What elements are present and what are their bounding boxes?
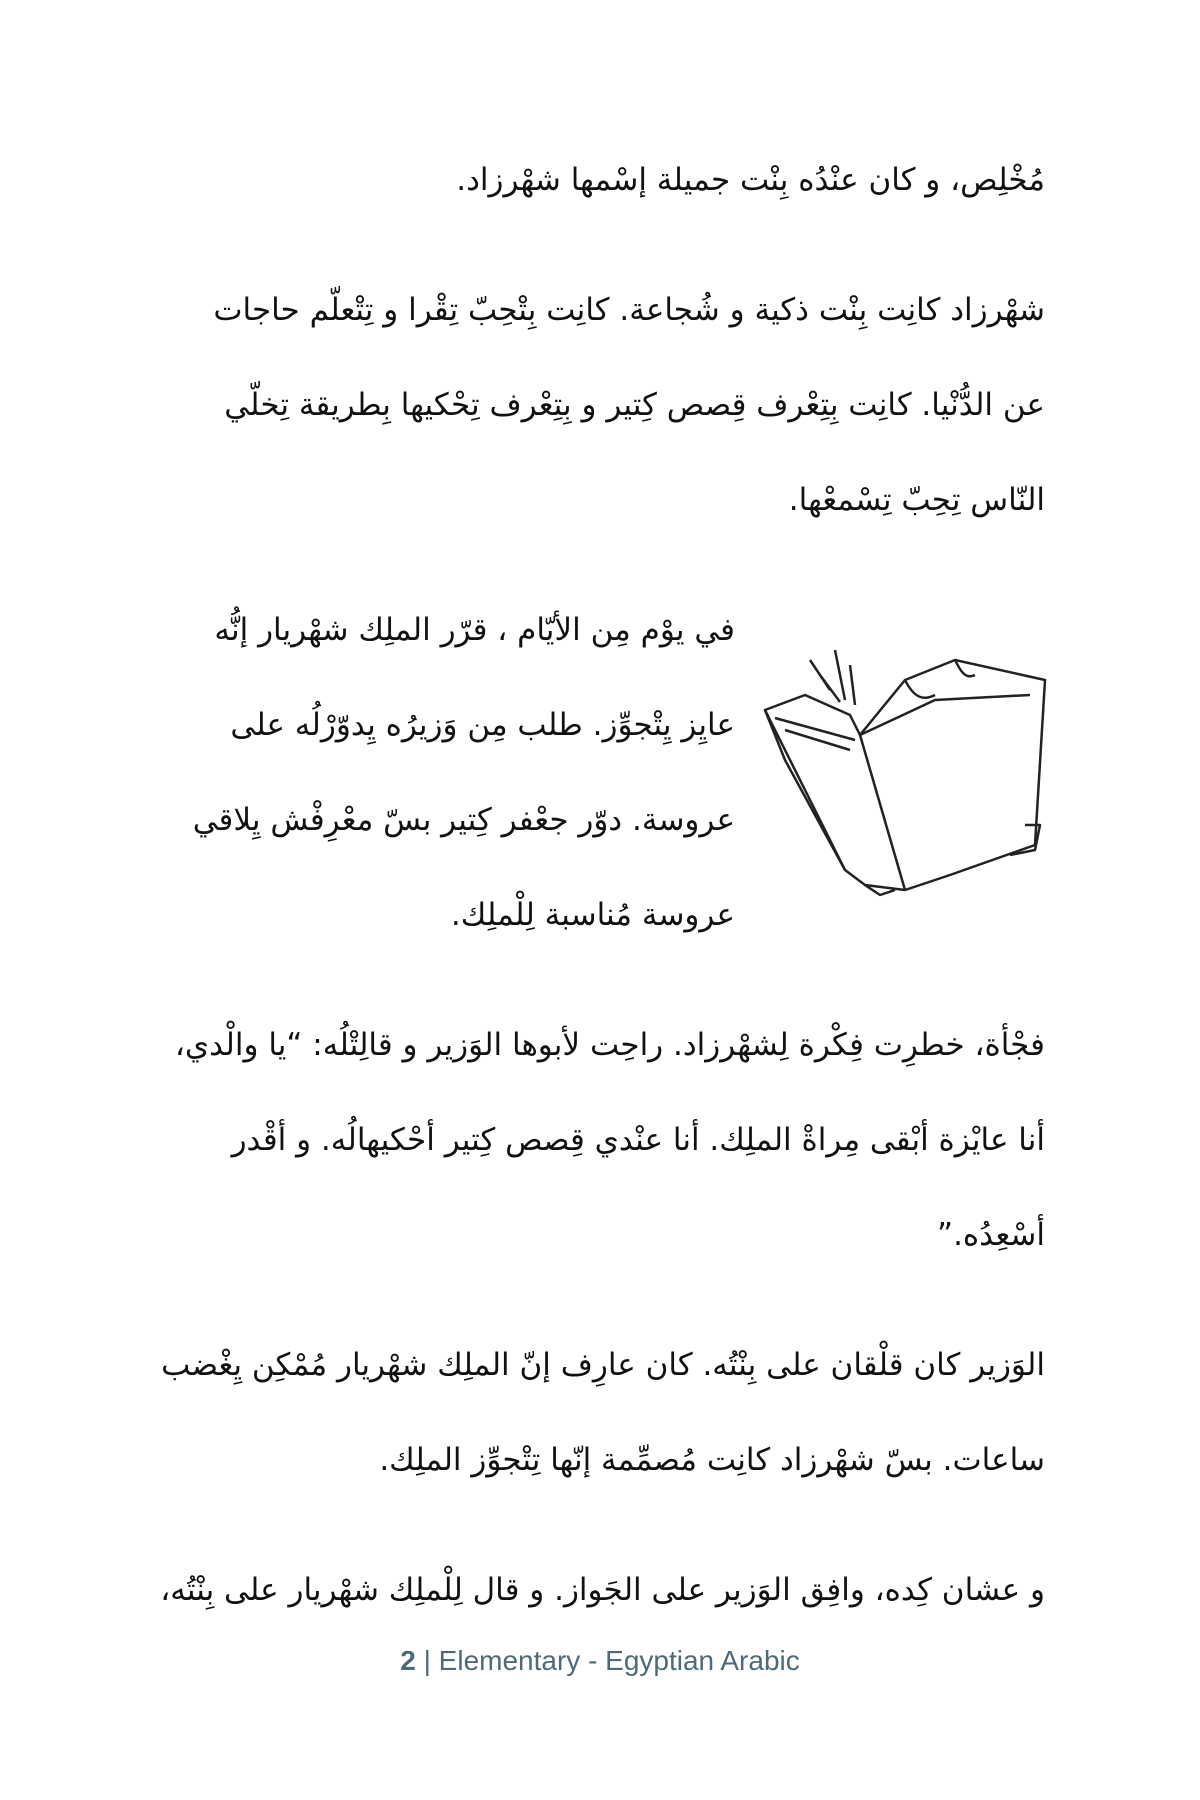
text-line: الوَزير كان قلْقان على بِنْتُه. كان عارِف إنّ الملِك شهْريار مُمْكِن يِغْضب <box>161 1347 1045 1383</box>
text-line: عايِز يِتْجوِّز. طلب مِن وَزيرُه يِدوّرْلُه على <box>230 707 735 743</box>
text-line: ساعات. بسّ شهْرزاد كانِت مُصمِّمة إنّها تِتْجوِّز الملِك. <box>379 1442 1045 1478</box>
text-line: فجْأة، خطرِت فِكْرة لِشهْرزاد. راحِت لأبوها الوَزير و قالِتْلُه: “يا والْدي، <box>174 1027 1045 1063</box>
text-line: عروسة. دوّر جعْفر كِتير بسّ معْرِفْش يِلاقي <box>192 802 735 838</box>
text-line: مُخْلِص، و كان عنْدُه بِنْت جميلة إسْمها شهْرزاد. <box>456 162 1045 198</box>
text-line: النّاس تِحِبّ تِسْمعْها. <box>788 482 1045 518</box>
page-number: 2 <box>400 1645 416 1676</box>
footer-separator: | <box>423 1645 431 1676</box>
text-line: أنا عايْزة أبْقى مِراةْ الملِك. أنا عنْدي قِصص كِتير أحْكيهالُه. و أقْدر <box>231 1122 1045 1158</box>
text-line: في يوْم مِن الأيّام ، قرّر الملِك شهْريار إنُّه <box>214 612 735 648</box>
text-line: عن الدُّنْيا. كانِت بِتِعْرف قِصص كِتير و بِتِعْرف تِحْكيها بِطريقة تِخلّي <box>224 387 1045 423</box>
text-line: شهْرزاد كانِت بِنْت ذكية و شُجاعة. كانِت بِتْحِبّ تِقْرا و تِتْعلّم حاجات <box>213 292 1045 328</box>
open-book-icon <box>755 640 1055 900</box>
text-line: و عشان كِده، وافِق الوَزير على الجَواز. و قال لِلْملِك شهْريار على بِنْتُه، <box>160 1572 1045 1608</box>
book-title: Elementary - Egyptian Arabic <box>438 1645 800 1676</box>
page-footer <box>0 1645 1200 1677</box>
text-line: عروسة مُناسبة لِلْملِك. <box>450 897 735 933</box>
text-line: أسْعِدُه.” <box>937 1217 1045 1253</box>
